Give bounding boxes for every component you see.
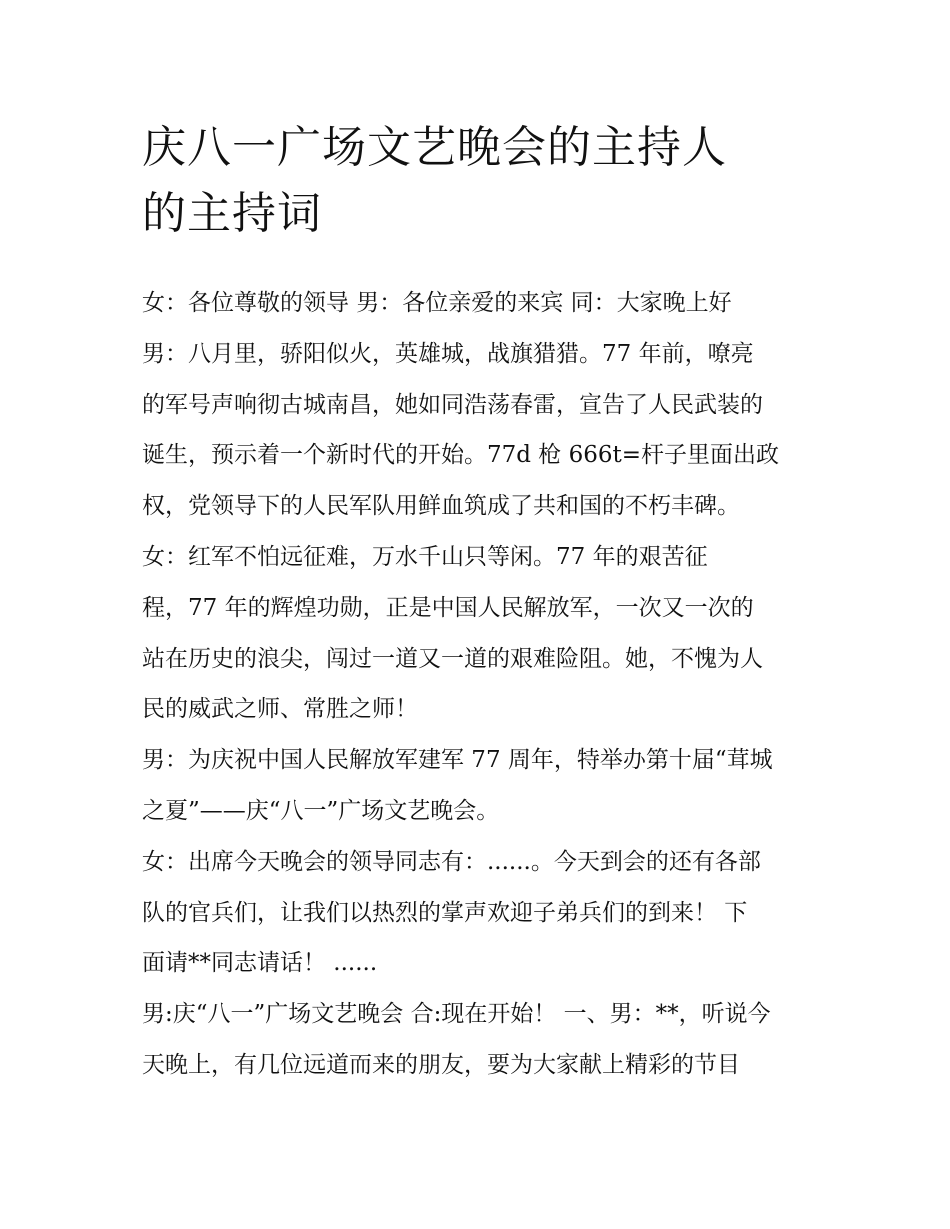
body-line-16: 天晚上，有几位远道而来的朋友，要为大家献上精彩的节目 [142,1051,740,1078]
document-title [142,115,832,247]
body-line-9: 民的威武之师、常胜之师！ [142,696,418,723]
body-line-3: 的军号声响彻古城南昌，她如同浩荡春雷，宣告了人民武装的 [142,391,763,418]
body-line-10: 男：为庆祝中国人民解放军建军 77 周年，特举办第十届“茸城 [142,747,773,774]
title-line-2: 的主持词 [142,188,322,239]
body-line-13: 队的官兵们，让我们以热烈的掌声欢迎子弟兵们的到来！ 下 [142,899,748,926]
body-line-11: 之夏”——庆“八一”广场文艺晚会。 [142,797,500,824]
body-line-7: 程，77 年的辉煌功勋，正是中国人民解放军，一次又一次的 [142,594,754,621]
body-line-2: 男：八月里，骄阳似火，英雄城，战旗猎猎。77 年前，嘹亮 [142,340,754,367]
body-line-1: 女：各位尊敬的领导 男：各位亲爱的来宾 同：大家晚上好 [142,290,732,316]
document-body [142,278,832,1091]
title-line-1: 庆八一广场文艺晚会的主持人 [142,122,727,173]
body-line-15: 男:庆“八一”广场文艺晚会 合:现在开始！ 一、男：**，听说今 [142,1001,771,1028]
body-line-8: 站在历史的浪尖，闯过一道又一道的艰难险阻。她，不愧为人 [142,645,763,672]
body-line-14: 面请**同志请话！ ...... [142,950,378,977]
body-line-4: 诞生，预示着一个新时代的开始。77d 枪 666t=杆子里面出政 [142,442,780,469]
body-line-12: 女：出席今天晚会的领导同志有：......。今天到会的还有各部 [142,848,761,875]
body-line-6: 女：红军不怕远征难，万水千山只等闲。77 年的艰苦征 [142,543,708,570]
body-line-5: 权，党领导下的人民军队用鲜血筑成了共和国的不朽丰碑。 [142,493,740,520]
